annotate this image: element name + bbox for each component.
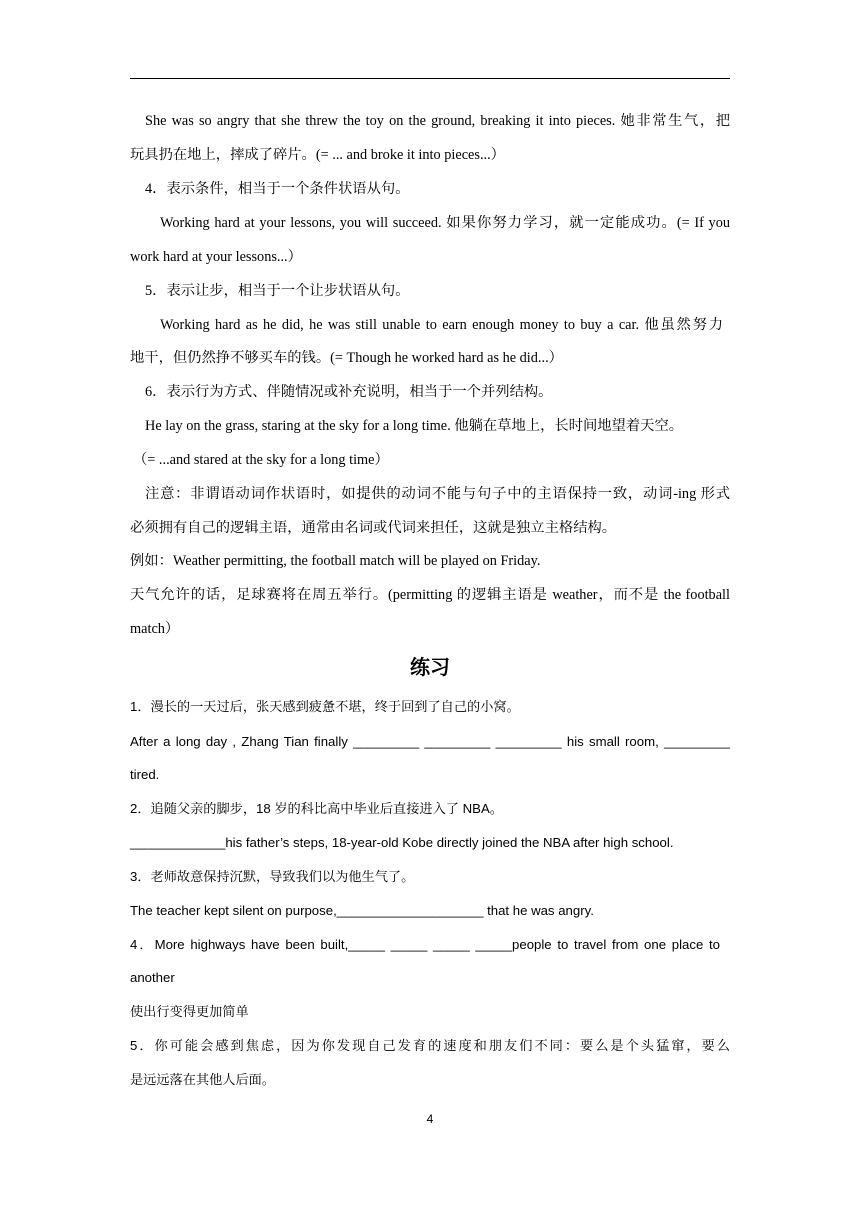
- exercise-line: 使出行变得更加简单: [130, 1004, 249, 1019]
- text-line: She was so angry that she threw the toy on the ground, breaking it into pieces. 她非常生气，把: [145, 113, 730, 129]
- exercise-line: 1．漫长的一天过后，张天感到疲惫不堪，终于回到了自己的小窝。: [130, 699, 520, 714]
- text-line: Working hard as he did, he was still unable to earn enough money to buy a car. 他虽然努力: [160, 317, 723, 333]
- text-line: 注意：非谓语动词作状语时，如提供的动词不能与句子中的主语保持一致，动词-ing 形式: [145, 486, 730, 502]
- text-line: 天气允许的话，足球赛将在周五举行。(permitting 的逻辑主语是 weather，而不是 the football: [130, 587, 730, 603]
- exercise-line: tired.: [130, 767, 160, 782]
- exercise-line: 2．追随父亲的脚步，18 岁的科比高中毕业后直接进入了 NBA。: [130, 801, 503, 816]
- text-line: He lay on the grass, staring at the sky for a long time. 他躺在草地上，长时间地望着天空。: [145, 418, 684, 434]
- text-line: match）: [130, 621, 180, 637]
- exercise-line: _____________his father’s steps, 18-year-old Kobe directly joined the NBA after high school.: [130, 835, 674, 850]
- exercise-line: 3．老师故意保持沉默，导致我们以为他生气了。: [130, 869, 415, 884]
- exercise-line: another: [130, 970, 175, 985]
- text-line: 6．表示行为方式、伴随情况或补充说明，相当于一个并列结构。: [145, 384, 553, 400]
- exercise-line: 5．你可能会感到焦虑，因为你发现自己发育的速度和朋友们不同：要么是个头猛窜，要么: [130, 1038, 730, 1053]
- header-rule: [130, 78, 730, 79]
- text-line: work hard at your lessons...）: [130, 249, 302, 265]
- exercise-line: 是远远落在其他人后面。: [130, 1072, 276, 1087]
- page-number: 4: [426, 1112, 434, 1126]
- text-line: （= ...and stared at the sky for a long time）: [133, 452, 389, 468]
- text-line: 4．表示条件，相当于一个条件状语从句。: [145, 181, 410, 197]
- exercise-line: After a long day , Zhang Tian finally _________ _________ _________ his small room, _________: [130, 734, 730, 749]
- exercise-line: 4．More highways have been built,_____ _____ _____ _____people to travel from one place to: [130, 937, 720, 952]
- exercise-line: The teacher kept silent on purpose,____________________ that he was angry.: [130, 903, 594, 918]
- text-line: Working hard at your lessons, you will succeed. 如果你努力学习，就一定能成功。(= If you: [160, 215, 730, 231]
- text-line: 地干，但仍然挣不够买车的钱。(= Though he worked hard as he did...）: [130, 350, 563, 366]
- text-line: 5．表示让步，相当于一个让步状语从句。: [145, 283, 410, 299]
- text-line: 玩具扔在地上，摔成了碎片。(= ... and broke it into pieces...）: [130, 147, 505, 163]
- section-title: 练习: [410, 655, 450, 679]
- text-line: 例如：Weather permitting, the football match will be played on Friday.: [130, 553, 541, 569]
- text-line: 必须拥有自己的逻辑主语，通常由名词或代词来担任，这就是独立主格结构。: [130, 520, 617, 536]
